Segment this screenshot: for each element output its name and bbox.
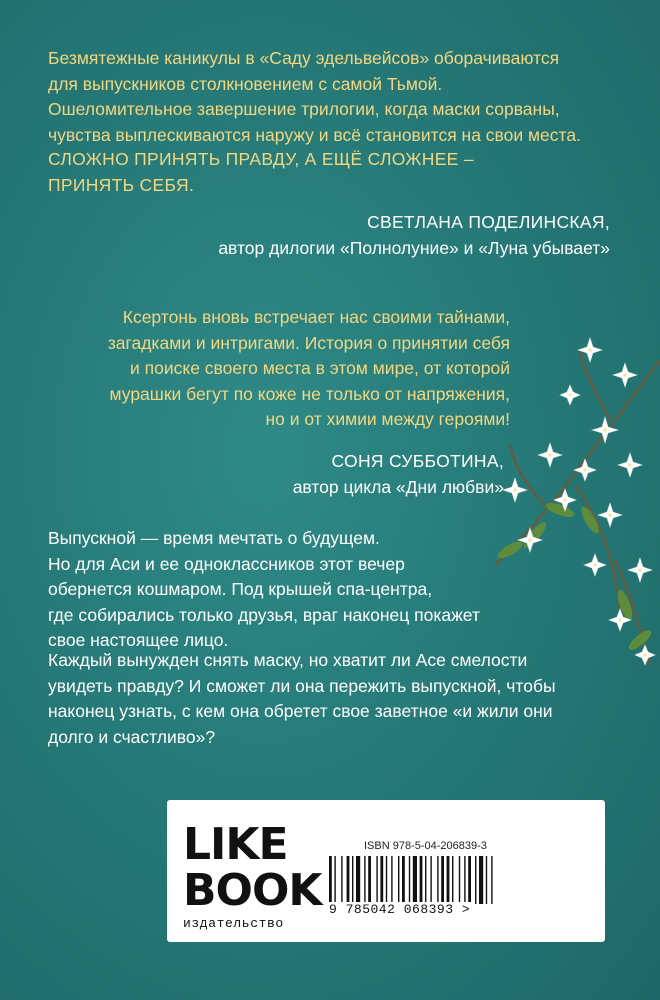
intro-line: для выпускников столкновением с самой Тьмой. (48, 73, 443, 94)
quote1-author-name: СВЕТЛАНА ПОДЕЛИНСКАЯ, (367, 212, 610, 232)
logo-letter: E (258, 819, 288, 870)
blurb-line: Выпускной — время мечтать о будущем. (48, 528, 380, 548)
logo-letter: O (251, 865, 289, 916)
intro-line: Безмятежные каникулы в «Саду эдельвейсов» оборачиваются (48, 48, 560, 68)
logo-letter: K (288, 865, 322, 916)
quote2-line: и поиске своего места в этом мире, от которой (129, 358, 510, 378)
blurb-line: свое настоящее лицо. (48, 630, 229, 650)
blurb-paragraph-1 (48, 526, 508, 654)
logo-letter: O (215, 865, 252, 916)
isbn-label: ISBN 978-5-04-206839-3 (364, 840, 487, 852)
barcode-digits: 9 785042 068393 > (329, 902, 471, 917)
blurb-line: Каждый вынужден снять маску, но хватит ли Асе смелости (48, 650, 528, 670)
logo-letter: I (210, 819, 226, 870)
publisher-subtitle: издательство (183, 916, 284, 931)
blurb-line: долго и счастливо»? (48, 726, 216, 747)
intro-line: Ошеломительное завершение трилогии, когда маски сорваны, (48, 99, 560, 119)
blurb-line: наконец узнать, с кем она обретет свое заветное «и жили они (48, 701, 553, 721)
tagline-line: СЛОЖНО ПРИНЯТЬ ПРАВДУ, А ЕЩЁ СЛОЖНЕЕ – (48, 149, 474, 169)
quote1-attribution (218, 210, 610, 261)
tagline-line: ПРИНЯТЬ СЕБЯ. (48, 174, 195, 195)
intro-paragraph (48, 46, 608, 148)
quote2-line: но и от химии между героями! (265, 409, 510, 429)
quote2-text (70, 305, 510, 433)
blurb-paragraph-2 (48, 648, 618, 750)
blurb-line: Но для Аси и ее одноклассников этот вечер (48, 553, 405, 574)
logo-row-book (183, 865, 323, 916)
blurb-line: увидеть правду? И сможет ли она пережить выпускной, чтобы (48, 675, 556, 696)
blurb-line: обернется кошмаром. Под крышей спа-центра, (48, 579, 433, 599)
logo-row-like (183, 819, 323, 870)
logo-letter: L (183, 819, 211, 870)
quote2-line: мурашки бегут по коже не только от напряжения, (109, 383, 510, 404)
quote2-line: Ксертонь вновь встречает нас своими тайнами, (122, 307, 510, 327)
quote2-line: загадками и интригами. История о принятии себя (107, 332, 510, 353)
quote2-author-credit: автор цикла «Дни любви» (292, 476, 504, 497)
quote2-author-name: СОНЯ СУББОТИНА, (331, 451, 504, 471)
blurb-line: где собирались только друзья, враг наконец покажет (48, 604, 480, 625)
quote2-attribution (293, 449, 504, 500)
white-flower-branch-icon (490, 320, 660, 680)
tagline (48, 147, 608, 198)
quote1-author-credit: автор дилогии «Полнолуние» и «Луна убывает» (218, 237, 610, 258)
publisher-logo (183, 819, 323, 931)
logo-letter: B (183, 865, 216, 916)
intro-line: чувства выплескиваются наружу и всё становится на свои места. (48, 124, 581, 145)
barcode-panel (167, 800, 605, 942)
logo-letter: K (225, 819, 259, 870)
